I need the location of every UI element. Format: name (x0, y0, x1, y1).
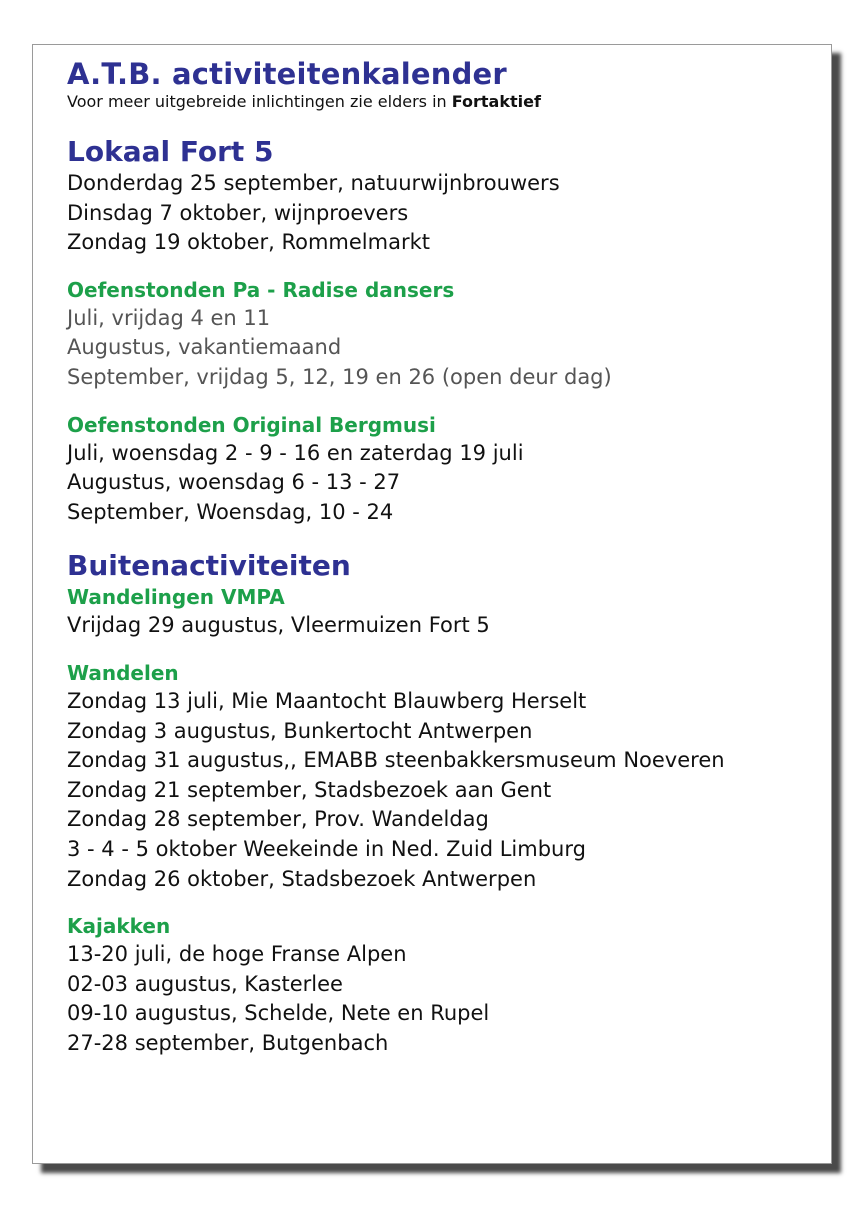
list-item: Vrijdag 29 augustus, Vleermuizen Fort 5 (67, 613, 490, 638)
list-item: Augustus, vakantiemaand (67, 335, 342, 360)
section-bergmusi (67, 411, 821, 528)
subsection-vmpa (67, 583, 821, 641)
list-item: Zondag 31 augustus,, EMABB steenbakkersmuseum Noeveren (67, 748, 725, 773)
subsection-heading-vmpa: Wandelingen VMPA (67, 585, 285, 610)
list-item: Zondag 26 oktober, Stadsbezoek Antwerpen (67, 866, 537, 891)
list-item: Dinsdag 7 oktober, wijnproevers (67, 200, 409, 225)
section-lokaal (67, 135, 821, 258)
calendar-page (32, 44, 832, 1164)
list-item: Zondag 19 oktober, Rommelmarkt (67, 230, 430, 255)
list-item: Juli, woensdag 2 - 9 - 16 en zaterdag 19 juli (67, 440, 524, 465)
section-heading-lokaal: Lokaal Fort 5 (67, 135, 274, 168)
list-item: Zondag 21 september, Stadsbezoek aan Gent (67, 777, 552, 802)
subsection-heading-kajakken: Kajakken (67, 914, 171, 939)
page-subtitle (67, 91, 821, 113)
list-item: Augustus, woensdag 6 - 13 - 27 (67, 470, 401, 495)
list-item: September, vrijdag 5, 12, 19 en 26 (open deur dag) (67, 364, 612, 389)
list-item: 13-20 juli, de hoge Franse Alpen (67, 942, 407, 967)
section-buiten (67, 549, 821, 1058)
section-pa-radise (67, 276, 821, 393)
list-item: Zondag 13 juli, Mie Maantocht Blauwberg Herselt (67, 688, 587, 713)
calendar-content (67, 57, 821, 1058)
section-heading-buiten: Buitenactiviteiten (67, 549, 351, 583)
list-item: 09-10 augustus, Schelde, Nete en Rupel (67, 1001, 490, 1026)
list-item: 27-28 september, Butgenbach (67, 1030, 389, 1055)
list-item: 02-03 augustus, Kasterlee (67, 971, 343, 996)
list-item: 3 - 4 - 5 oktober Weekeinde in Ned. Zuid Limburg (67, 836, 586, 861)
list-item: Donderdag 25 september, natuurwijnbrouwers (67, 171, 560, 195)
list-item: September, Woensdag, 10 - 24 (67, 499, 394, 524)
list-item: Zondag 28 september, Prov. Wandeldag (67, 807, 489, 832)
list-item: Juli, vrijdag 4 en 11 (67, 305, 271, 330)
subtitle-bold: Fortaktief (451, 92, 541, 111)
list-item: Zondag 3 augustus, Bunkertocht Antwerpen (67, 718, 533, 743)
subsection-heading-wandelen: Wandelen (67, 660, 179, 685)
page-title: A.T.B. activiteitenkalender (67, 57, 507, 91)
subsection-kajakken (67, 912, 821, 1058)
section-heading-pa-radise: Oefenstonden Pa - Radise dansers (67, 277, 455, 302)
subsection-wandelen (67, 659, 821, 894)
section-heading-bergmusi: Oefenstonden Original Bergmusi (67, 412, 436, 437)
subtitle-text: Voor meer uitgebreide inlichtingen zie elders in (67, 92, 452, 111)
